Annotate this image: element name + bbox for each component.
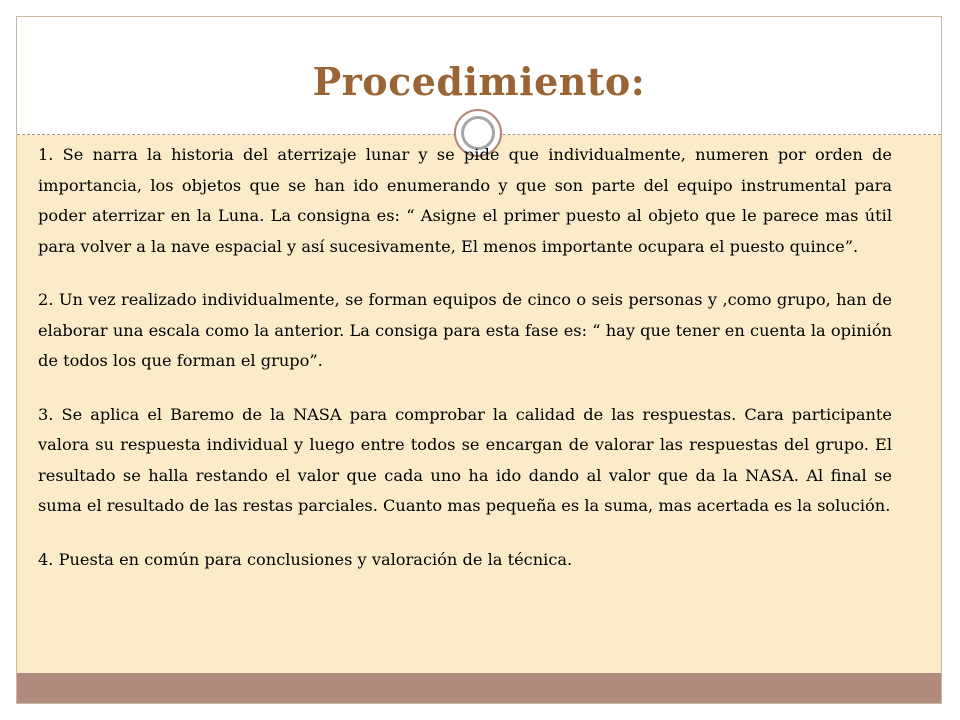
procedure-step-3: 3. Se aplica el Baremo de la NASA para comprobar la calidad de las respuestas. Cara participante valora su respuesta individual y luego entre todos se encargan de valorar las respuestas del grupo. El resultado se halla restando el valor que cada uno ha ido dando al valor que da la NASA. Al final se suma el resultado de las restas parciales. Cuanto mas pequeña es la suma, mas acertada es la solución. [38,404,892,515]
procedure-step-2: 2. Un vez realizado individualmente, se forman equipos de cinco o seis personas y ,como grupo, han de elaborar una escala como la anterior. La consiga para esta fase es: “ hay que tener en cuenta la opinión de todos los que forman el grupo”. [38,290,892,370]
slide-title: Procedimiento: [312,59,646,104]
footer-bar [17,673,941,703]
procedure-step-4: 4. Puesta en común para conclusiones y valoración de la técnica. [38,549,573,569]
procedure-step-1: 1. Se narra la historia del aterrizaje lunar y se pide que individualmente, numeren por orden de importancia, los objetos que se han ido enumerando y que son parte del equipo instrumental para poder aterrizar en la Luna. La consigna es: “ Asigne el primer puesto al objeto que le parece mas útil para volver a la nave espacial y así sucesivamente, El menos importante ocupara el puesto quince”. [38,145,892,256]
procedure-list [38,140,892,575]
